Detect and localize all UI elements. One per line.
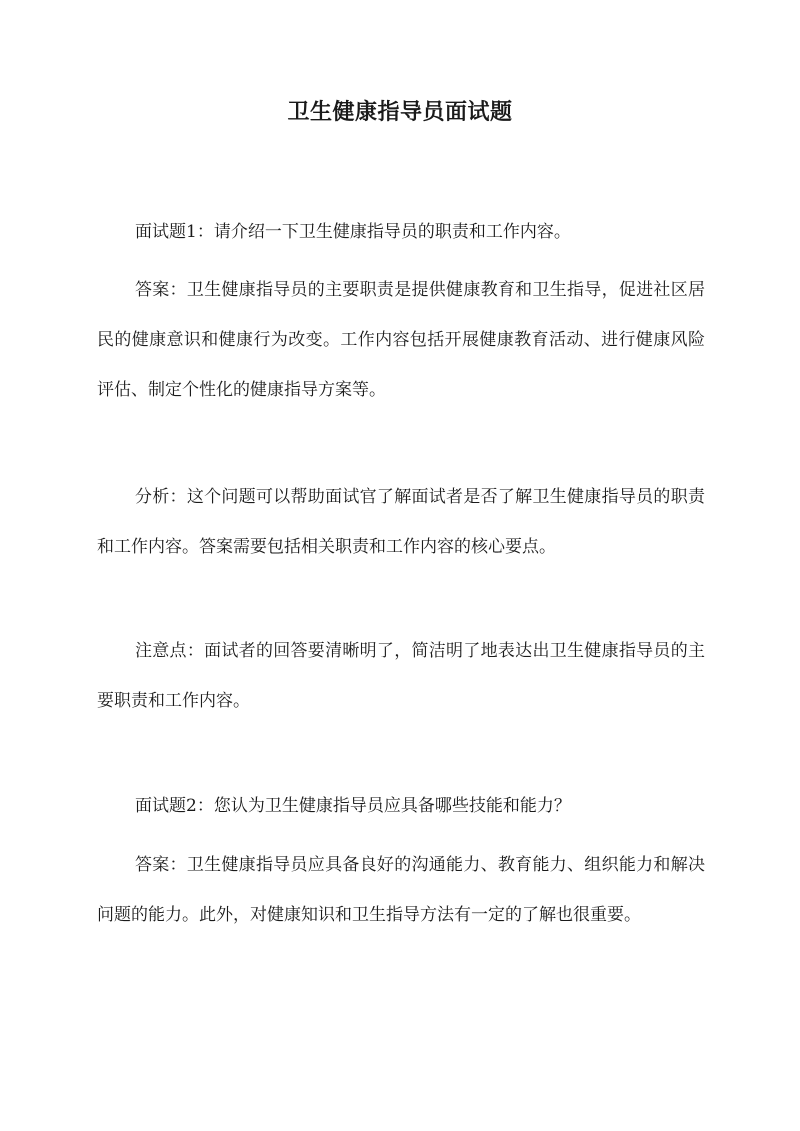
- answer-1: 答案：卫生健康指导员的主要职责是提供健康教育和卫生指导，促进社区居民的健康意识和健康行为改变。工作内容包括开展健康教育活动、进行健康风险评估、制定个性化的健康指导方案等。: [97, 280, 705, 400]
- answer-2: 答案：卫生健康指导员应具备良好的沟通能力、教育能力、组织能力和解决问题的能力。此外，对健康知识和卫生指导方法有一定的了解也很重要。: [97, 855, 705, 925]
- analysis-1: 分析：这个问题可以帮助面试官了解面试者是否了解卫生健康指导员的职责和工作内容。答案需要包括相关职责和工作内容的核心要点。: [97, 487, 705, 557]
- question-1: 面试题1：请介绍一下卫生健康指导员的职责和工作内容。: [135, 222, 571, 242]
- document-title: 卫生健康指导员面试题: [287, 99, 513, 125]
- question-2: 面试题2：您认为卫生健康指导员应具备哪些技能和能力？: [135, 796, 571, 816]
- notes-1: 注意点：面试者的回答要清晰明了，简洁明了地表达出卫生健康指导员的主要职责和工作内容。: [97, 641, 705, 711]
